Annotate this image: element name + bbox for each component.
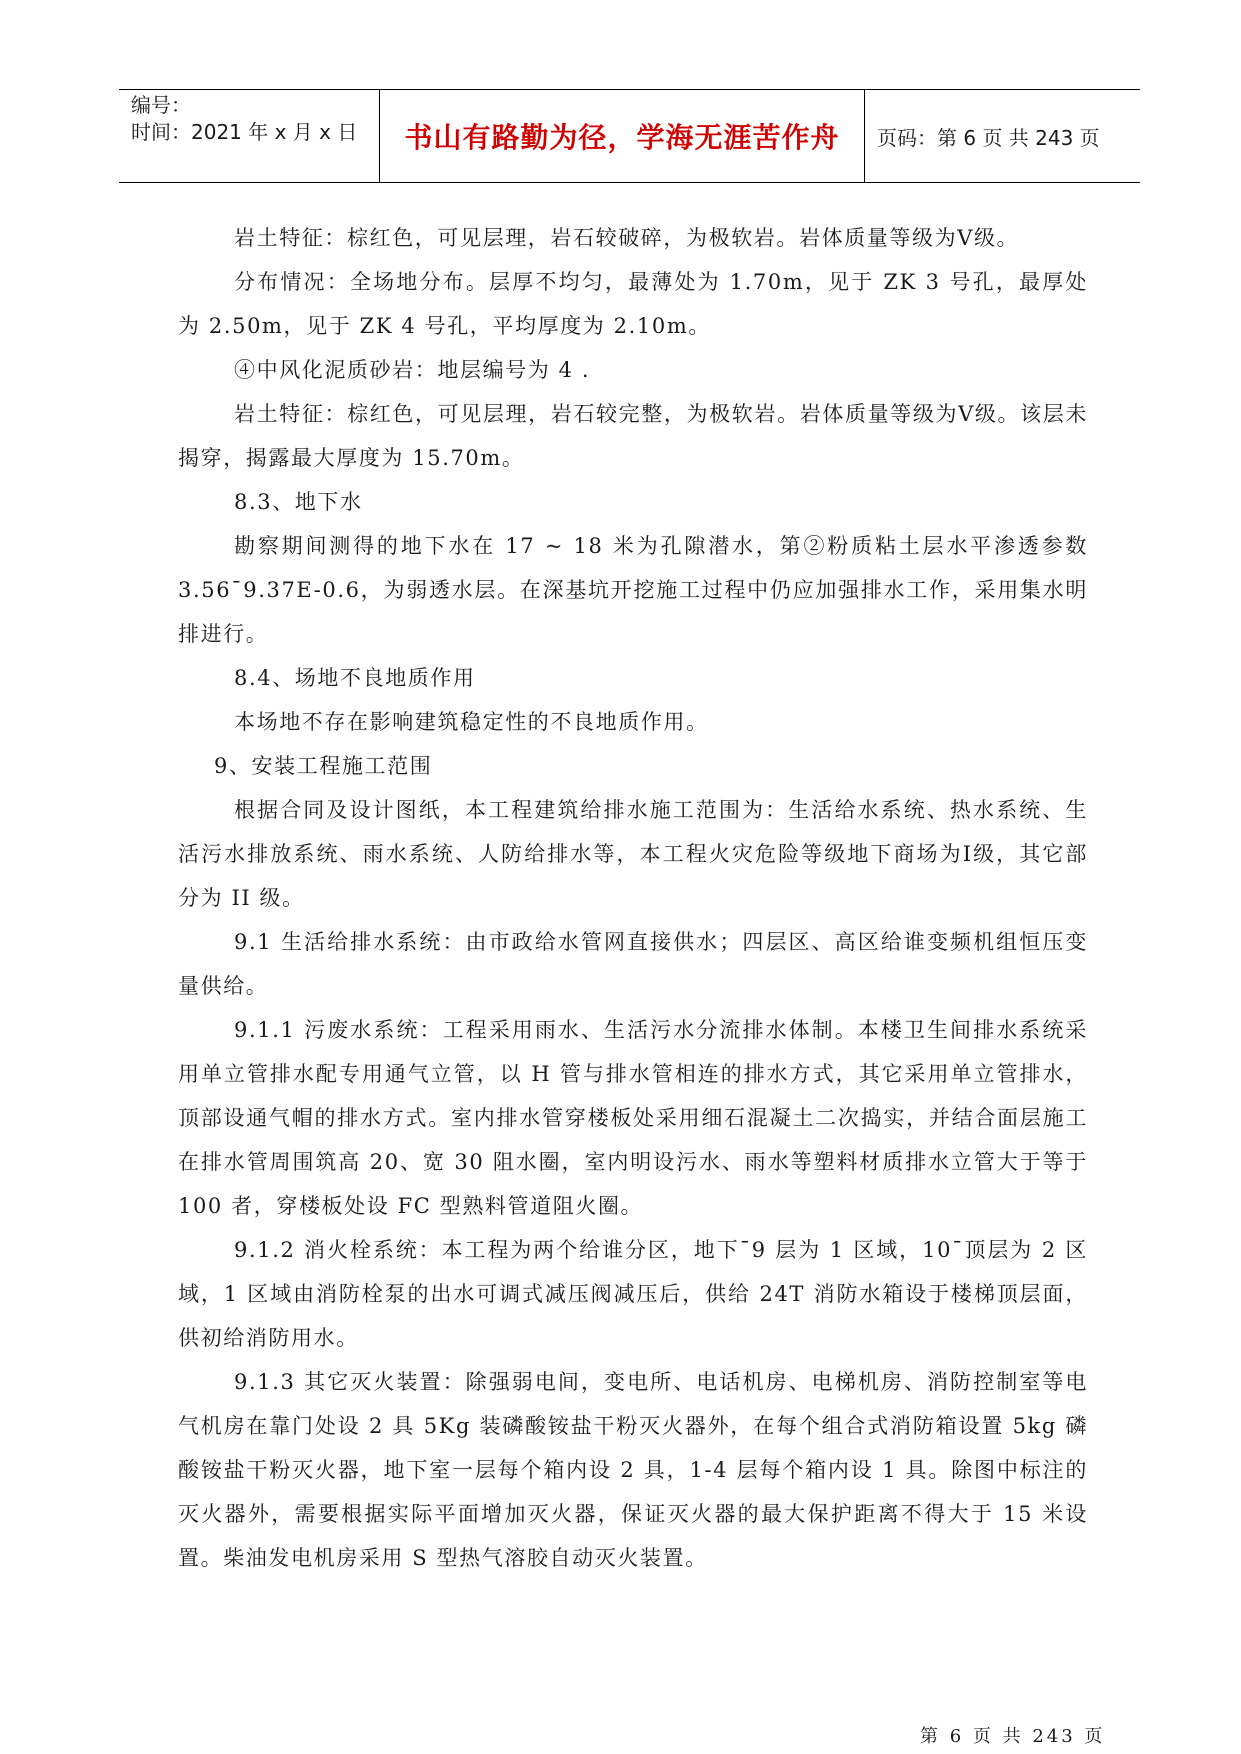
header-page-cell [865,90,1140,182]
paragraph: 9.1.2 消火栓系统：本工程为两个给谁分区，地下¯9 层为 1 区域，10¯顶层为 2 区域，1 区域由消防栓泵的出水可调式减压阀减压后，供给 24T 消防水箱设于楼梯顶层面，供初给消防用水。 [178,1238,1088,1350]
page-footer: 第 6 页 共 243 页 [920,1726,1106,1747]
motto-text: 书山有路勤为径，学海无涯苦作舟 [404,121,840,154]
paragraph: 分布情况：全场地分布。层厚不均匀，最薄处为 1.70m，见于 ZK 3 号孔，最厚处为 2.50m，见于 ZK 4 号孔，平均厚度为 2.10m。 [178,270,1088,338]
header-info-cell [119,90,379,182]
section-heading: 8.3、地下水 [234,490,363,514]
header-motto-cell [379,90,865,182]
page-header [119,89,1140,183]
document-body [178,216,1088,1580]
number-label: 编号： [131,93,191,117]
paragraph: 9.1 生活给排水系统：由市政给水管网直接供水；四层区、高区给谁变频机组恒压变量供给。 [178,930,1088,998]
page-code: 页码：第 6 页 共 243 页 [877,125,1100,150]
paragraph: 本场地不存在影响建筑稳定性的不良地质作用。 [234,710,709,734]
section-heading: 8.4、场地不良地质作用 [234,666,476,690]
paragraph: ④中风化泥质砂岩：地层编号为 4 . [234,358,591,382]
paragraph: 根据合同及设计图纸，本工程建筑给排水施工范围为：生活给水系统、热水系统、生活污水排放系统、雨水系统、人防给排水等，本工程火灾危险等级地下商场为Ⅰ级，其它部分为 II 级。 [178,798,1088,910]
time-label: 时间：2021 年 x 月 x 日 [131,120,358,144]
section-heading: 9、安装工程施工范围 [214,754,433,778]
paragraph: 勘察期间测得的地下水在 17 ~ 18 米为孔隙潜水，第②粉质粘土层水平渗透参数 3.56¯9.37E-0.6，为弱透水层。在深基坑开挖施工过程中仍应加强排水工作，采用集水明排进行。 [178,534,1088,646]
paragraph: 9.1.3 其它灭火装置：除强弱电间，变电所、电话机房、电梯机房、消防控制室等电气机房在靠门处设 2 具 5Kg 装磷酸铵盐干粉灭火器外，在每个组合式消防箱设置 5kg 磷酸铵盐干粉灭火器，地下室一层每个箱内设 2 具，1-4 层每个箱内设 1 具。除图中标注的灭火器外，需要根据实际平面增加灭火器，保证灭火器的最大保护距离不得大于 15 米设置。柴油发电机房采用 S 型热气溶胶自动灭火装置。 [178,1370,1088,1570]
paragraph: 岩土特征：棕红色，可见层理，岩石较破碎，为极软岩。岩体质量等级为Ⅴ级。 [234,226,1020,250]
paragraph: 9.1.1 污废水系统：工程采用雨水、生活污水分流排水体制。本楼卫生间排水系统采用单立管排水配专用通气立管，以 H 管与排水管相连的排水方式，其它采用单立管排水，顶部设通气帽的排水方式。室内排水管穿楼板处采用细石混凝土二次捣实，并结合面层施工在排水管周围筑高 20、宽 30 阻水圈，室内明设污水、雨水等塑料材质排水立管大于等于 100 者，穿楼板处设 FC 型熟料管道阻火圈。 [178,1018,1088,1218]
paragraph: 岩土特征：棕红色，可见层理，岩石较完整，为极软岩。岩体质量等级为Ⅴ级。该层未揭穿，揭露最大厚度为 15.70m。 [178,402,1088,470]
